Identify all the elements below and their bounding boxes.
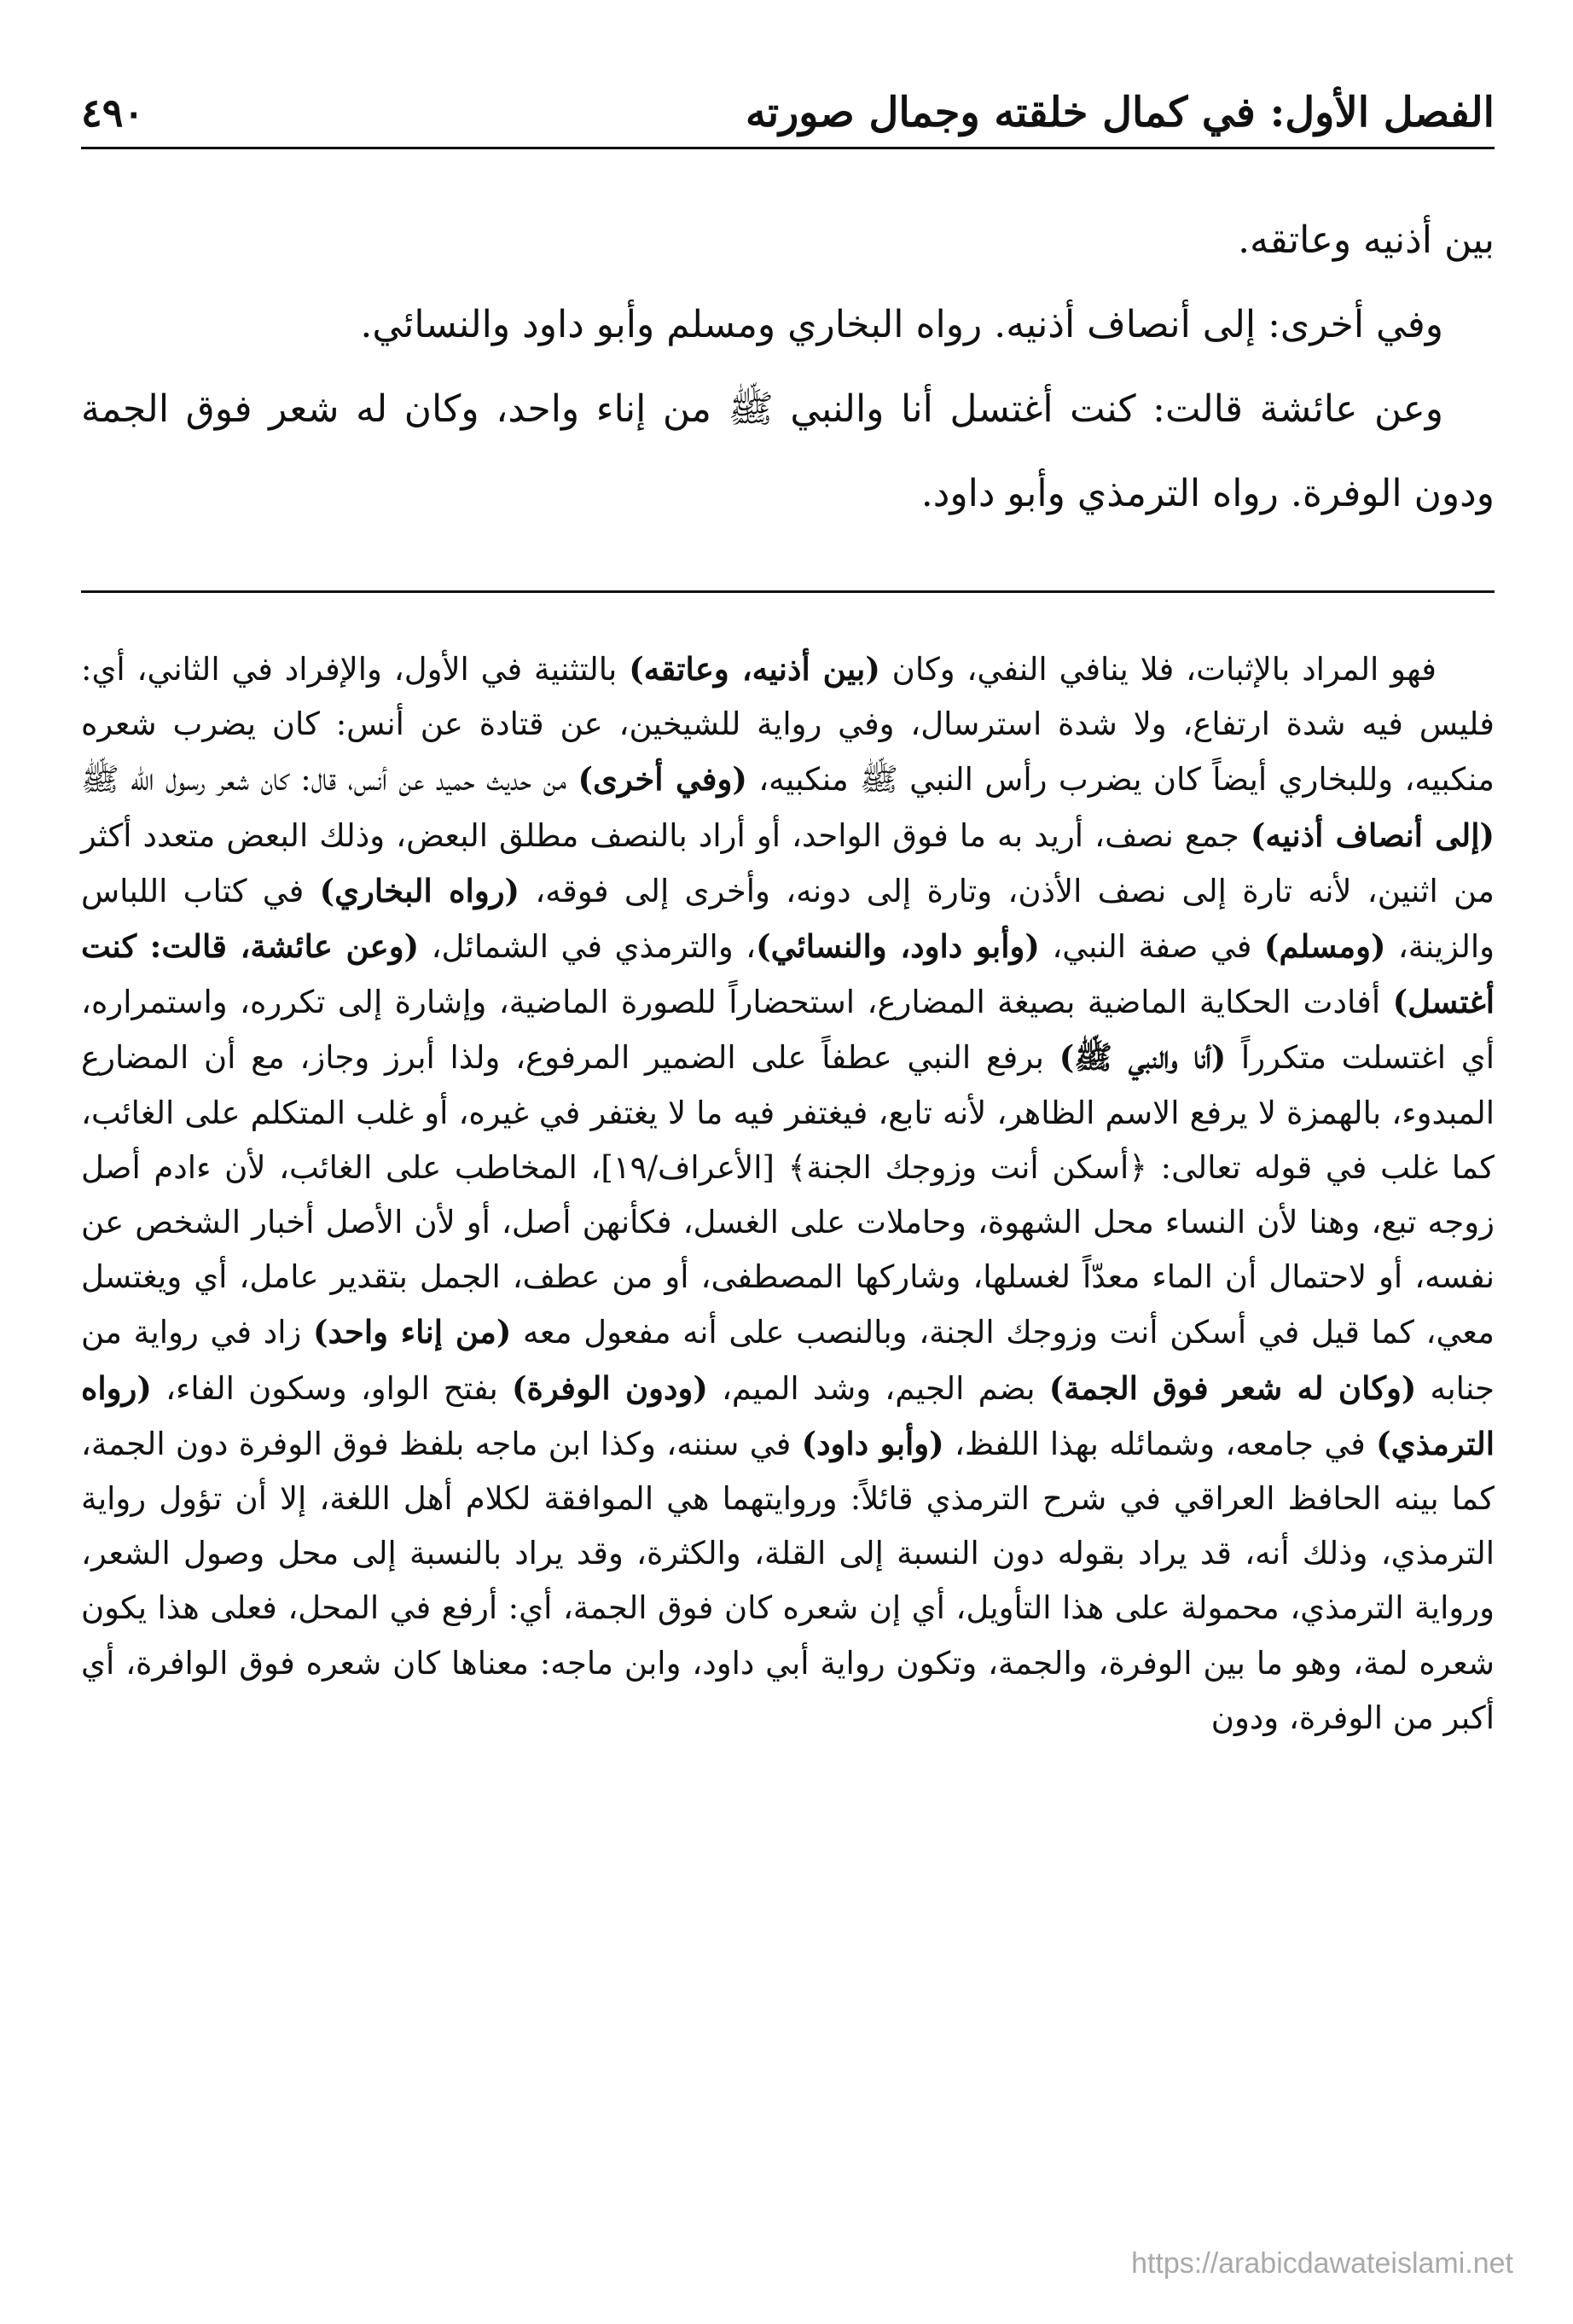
quoted-phrase: (وأبو داود، والنسائي) — [756, 927, 1040, 966]
quoted-phrase: (وأبو داود) — [801, 1424, 944, 1462]
commentary-text-span: زاد في رواية من جنابه — [81, 1314, 1495, 1407]
quoted-phrase: (وكان له شعر فوق الجمة) — [1048, 1368, 1417, 1407]
quoted-phrase: (بين أذنيه، وعاتقه) — [629, 650, 880, 688]
commentary-text-span: في صفة النبي، — [1039, 928, 1264, 966]
page-number: ٤٩٠ — [81, 90, 145, 136]
quoted-phrase: (أنا والنبي ﷺ) — [1059, 1038, 1227, 1077]
main-paragraph-3: وعن عائشة قالت: كنت أغتسل أنا والنبي ﷺ من إناء واحد، وكان له شعر فوق الجمة ودون الوفرة. رواه الترمذي وأبو داود. — [81, 387, 1495, 515]
quoted-phrase: (ودون الوفرة) — [512, 1368, 708, 1407]
commentary-text-span: ، والترمذي في الشمائل، — [419, 928, 757, 966]
commentary-text-span: في سننه، وكذا ابن ماجه بلفظ فوق الوفرة دون الجمة، كما بينه الحافظ العراقي في شرح الترمذي قائلاً: وروايتهما هي الموافقة لكلام أهل اللغة، إلا أن تؤول رواية الترمذي، وذلك أنه، قد يراد بقوله دون النسبة إلى القلة، والكثرة، وقد يراد بالنسبة إلى محل وصول الشعر، ورواية الترمذي، محمولة على هذا التأويل، أي إن شعره كان فوق الجمة، أي: أرفع في المحل، فعلى هذا يكون شعره لمة، وهو ما بين الوفرة، والجمة، وتكون رواية أبي داود، وابن ماجه: معناها كان شعره فوق الوافرة، أي أكبر من الوفرة، ودون — [81, 1425, 1495, 1736]
commentary-text — [81, 642, 1495, 1746]
commentary-text-span: من حديث حميد عن أنس، قال: كان شعر رسول الله ﷺ — [81, 761, 578, 799]
commentary-text-span: في كتاب اللباس والزينة، — [81, 872, 1495, 966]
quoted-phrase: (رواه الترمذي) — [81, 1368, 1495, 1462]
quoted-phrase: (وعن عائشة، قالت: كنت أغتسل) — [81, 927, 1495, 1021]
quoted-phrase: (من إناء واحد) — [313, 1313, 512, 1351]
main-paragraph-1: بين أذنيه وعاتقه. — [1238, 218, 1495, 262]
commentary-text-span: في جامعه، وشمائله بهذا اللفظ، — [943, 1425, 1377, 1462]
commentary-text-span: فهو المراد بالإثبات، فلا ينافي النفي، وكان — [879, 651, 1437, 688]
commentary-paragraph — [81, 642, 1495, 1746]
quoted-phrase: (إلى أنصاف أذنيه) — [1250, 816, 1495, 854]
quoted-phrase: (ومسلم) — [1263, 927, 1386, 966]
chapter-title: الفصل الأول: في كمال خلقته وجمال صورته — [745, 89, 1495, 137]
commentary-text-span: برفع النبي عطفاً على الضمير المرفوع، ولذا أبرز وجاز، مع أن المضارع المبدوء، بالهمزة لا يرفع الاسم الظاهر، لأنه تابع، فيغتفر فيه ما لا يغتفر في غيره، أو غلب المتكلم على الغائب، كما غلب في قوله تعالى: ﴿أسكن أنت وزوجك الجنة﴾ [الأعراف/١٩]، المخاطب على الغائب، لأن ءادم أصل زوجه تبع، وهنا لأن النساء محل الشهوة، وحاملات على الغسل، فكأنهن أصل، أو لأن الأصل أخبار الشخص عن نفسه، أو لاحتمال أن الماء معدّاً لغسلها، وشاركها المصطفى، أو من عطف، الجمل بتقدير عامل، أي ويغتسل معي، كما قيل في أسكن أنت وزوجك الجنة، وبالنصب على أنه مفعول معه — [81, 1039, 1495, 1351]
commentary-text-span: بفتح الواو، وسكون الفاء، — [151, 1369, 512, 1407]
main-text — [81, 198, 1495, 536]
commentary-text-span: جمع نصف، أريد به ما فوق الواحد، أو أراد بالنصف مطلق البعض، وذلك البعض متعدد أكثر من اثنين، لأنه تارة إلى نصف الأذن، وتارة إلى دونه، وأخرى إلى فوقه، — [81, 816, 1495, 909]
commentary-text-span: أفادت الحكاية الماضية بصيغة المضارع، استحضاراً للصورة الماضية، وإشارة إلى تكرره، واستمراره، أي اغتسلت متكرراً — [81, 984, 1495, 1077]
quoted-phrase: (وفي أخرى) — [578, 760, 747, 799]
commentary-text-span: بضم الجيم، وشد الميم، — [707, 1369, 1049, 1407]
site-watermark: https://arabicdawateislami.net — [1131, 2247, 1513, 2280]
quoted-phrase: (رواه البخاري) — [319, 871, 520, 909]
running-header — [81, 78, 1495, 149]
commentary-text-span: بالتثنية في الأول، والإفراد في الثاني، أي: فليس فيه شدة ارتفاع، ولا شدة استرسال، وفي رواية للشيخين، عن قتادة عن أنس: كان يضرب شعره منكبيه، وللبخاري أيضاً كان يضرب رأس النبي ﷺ منكبيه، — [81, 651, 1495, 799]
main-paragraph-2: وفي أخرى: إلى أنصاف أذنيه. رواه البخاري ومسلم وأبو داود والنسائي. — [360, 303, 1443, 346]
section-divider — [81, 590, 1495, 593]
